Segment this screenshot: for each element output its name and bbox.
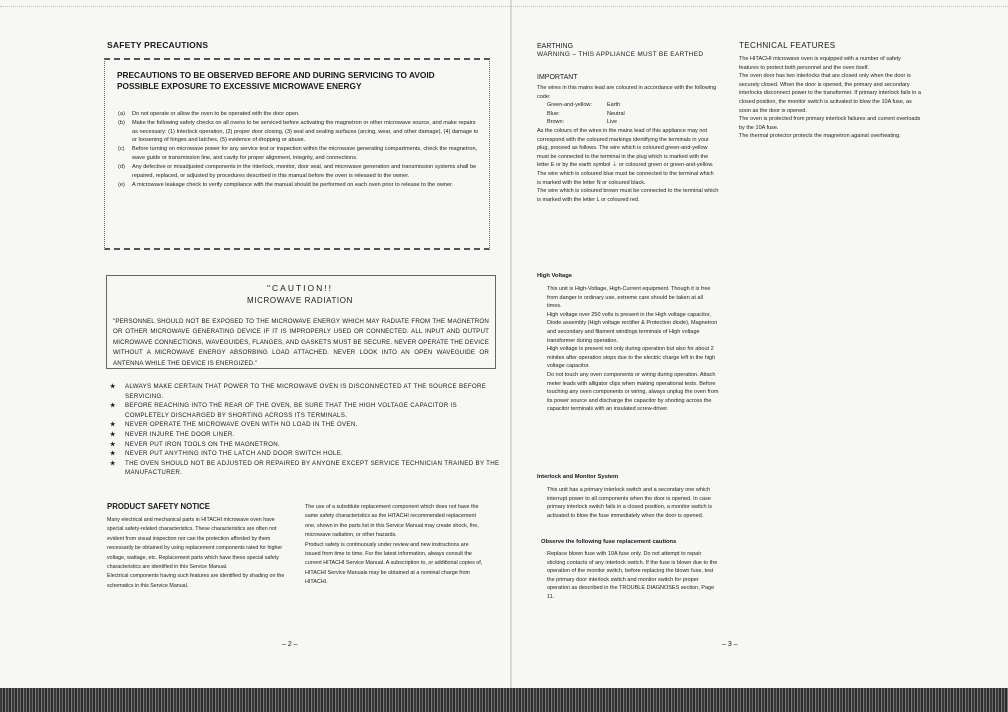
item-text: Any defective or misadjusted components in the interlock, monitor, door seal, and microwave generation and transmission systems shall be repaired, replaced, or adjusted by procedures described in this manual before the oven is released to the owner. bbox=[132, 164, 477, 179]
code-row bbox=[537, 118, 719, 127]
star-icon: ★ bbox=[110, 450, 116, 458]
code-name: Brown: bbox=[547, 119, 565, 126]
code-name: Green-and-yellow: bbox=[547, 102, 592, 109]
item-text: NEVER PUT ANYTHING INTO THE LATCH AND DOOR SWITCH HOLE. bbox=[125, 450, 344, 458]
caution-body: "PERSONNEL SHOULD NOT BE EXPOSED TO THE MICROWAVE ENERGY WHICH MAY RADIATE FROM THE MAGNETRON OR OTHER MICROWAVE GENERATING DEVICE IF IT IS IMPROPERLY USED OR CONNECTED. ALL INPUT AND OUTPUT MICROWAVE CONNECTIONS, WAVEGUIDES, FLANGES, AND GASKETS MUST BE SECURE. NEVER OPERATE THE DEVICE WITHOUT A MICROWAVE ENERGY ABSORBING LOAD ATTACHED. NEVER LOOK INTO AN OPEN WAVEGUIDE OR ANTENNA WHILE THE DEVICE IS ENERGIZED." bbox=[113, 318, 489, 367]
list-item bbox=[110, 401, 502, 420]
product-safety-column-1 bbox=[107, 516, 287, 591]
caution-subtitle: MICROWAVE RADIATION bbox=[247, 296, 353, 305]
page-number-left: – 2 – bbox=[282, 641, 298, 648]
precautions-list bbox=[118, 110, 480, 190]
code-value: Neutral bbox=[607, 110, 625, 117]
scan-top-edge bbox=[0, 6, 1008, 8]
star-icon: ★ bbox=[110, 430, 116, 438]
paragraph: High voltage is present not only during operation but also for about 2 minites after operation stops due to the electric charge left in the high voltage capacitor. bbox=[547, 346, 716, 370]
item-marker: (e) bbox=[118, 181, 125, 188]
paragraph: The wire which is coloured brown must be connected to the terminal which is marked with the letter L or coloured red. bbox=[537, 188, 719, 203]
technical-features-text bbox=[739, 55, 921, 141]
code-row bbox=[537, 110, 719, 119]
star-icon: ★ bbox=[110, 440, 116, 448]
code-name: Blue: bbox=[547, 110, 560, 117]
technical-features-heading: TECHNICAL FEATURES bbox=[739, 41, 836, 50]
safety-precautions-heading: SAFETY PRECAUTIONS bbox=[107, 40, 209, 50]
item-marker: (a) bbox=[118, 111, 125, 117]
warning-bullet-list bbox=[110, 382, 502, 478]
fuse-caution-heading: Observe the following fuse replacement cautions bbox=[541, 539, 677, 545]
paragraph: The oven is protected from primary interlock failures and current overloads by the 10A fuse. bbox=[739, 116, 921, 131]
star-icon: ★ bbox=[110, 421, 116, 429]
paragraph: Many electrical and mechanical parts in HITACHI microwave oven have special safety-related characteristics. These characteristics are often not evident from visual inspection nor can the protection afforded by them necessarily be obtained by using replacement components rated for higher voltage, wattage, etc. Replacement parts which have these special safety characteristics are identified in this Service Manual. bbox=[107, 517, 283, 571]
high-voltage-text bbox=[547, 285, 719, 414]
scan-bottom-edge bbox=[0, 688, 1008, 712]
list-item bbox=[118, 145, 480, 162]
high-voltage-heading: High Voltage bbox=[537, 273, 572, 279]
list-item bbox=[110, 449, 502, 459]
item-text: THE OVEN SHOULD NOT BE ADJUSTED OR REPAIRED BY ANYONE EXCEPT SERVICE TECHNICIAN TRAINED BY THE MANUFACTURER. bbox=[125, 459, 500, 477]
precautions-title: PRECAUTIONS TO BE OBSERVED BEFORE AND DURING SERVICING TO AVOID POSSIBLE EXPOSURE TO EXCESSIVE MICROWAVE ENERGY bbox=[117, 70, 435, 91]
code-value: Earth bbox=[607, 102, 621, 109]
list-item bbox=[110, 420, 502, 430]
page-number-right: – 3 – bbox=[722, 641, 738, 648]
paragraph: This unit is High-Voltage, High-Current equipment. Though it is free from danger in ordinary use, extreme care should be taken at all times. bbox=[547, 286, 711, 310]
product-safety-heading: PRODUCT SAFETY NOTICE bbox=[107, 502, 210, 511]
code-row bbox=[537, 101, 719, 110]
list-item bbox=[118, 119, 480, 145]
paragraph: The wire which is coloured blue must be connected to the terminal which is marked with the letter N or coloured black. bbox=[537, 170, 714, 186]
paragraph: The oven door has two interlocks that are closed only when the door is securely closed. When the door is opened, the primary and secondary interlocks disconnect power to the transformer. If primary interlock fails in a closed position, the monitor switch is activated to blow the 10A fuse, as soon as the door is opened. bbox=[739, 73, 921, 114]
paragraph: Product safety is continuously under review and new instructions are issued from time to time. For the latest information, always consult the current HITACHI Service Manual. A subscription to, or additional copies of, HITACHI Service Manuals may be obtained at a nominal charge from HITACHI. bbox=[305, 541, 483, 586]
wiring-instructions bbox=[537, 84, 719, 204]
paragraph: Electrical components having such features are identified by shading on the schematics in this Service Manual. bbox=[107, 573, 285, 589]
paragraph: The HITACHI microwave oven is equipped with a number of safety features to protect both personnel and the oven itself. bbox=[739, 56, 901, 71]
page-fold bbox=[510, 0, 512, 712]
list-item bbox=[110, 459, 502, 478]
paragraph: The use of a substitute replacement component which does not have the same safety characteristics as the HITACHI recommended replacement one, shown in the parts list in this Service Manual may create shock, fire, microwave radiation, or other hazards. bbox=[305, 504, 479, 539]
list-item bbox=[118, 110, 480, 119]
item-text: ALWAYS MAKE CERTAIN THAT POWER TO THE MICROWAVE OVEN IS DISCONNECTED AT THE SOURCE BEFORE SERVICING. bbox=[125, 383, 487, 400]
list-item bbox=[110, 382, 502, 401]
interlock-text: This unit has a primary interlock switch and a secondary one which interrupt power to all components when the door is opened. In case primary interlock switch fails in a closed position, a monitor switch is activated to blow the fuse immediately when the door is opened. bbox=[547, 487, 713, 519]
list-item bbox=[110, 440, 502, 450]
item-marker: (d) bbox=[118, 164, 125, 171]
item-marker: (b) bbox=[118, 120, 125, 127]
earthing-warning: WARNING – THIS APPLIANCE MUST BE EARTHED bbox=[537, 51, 704, 58]
earthing-heading: EARTHING bbox=[537, 43, 574, 50]
fuse-caution-text: Replace blown fuse with 10A fuse only. Do not attempt to repair sticking contacts of any interlock switch. If the fuse is blown due to the operation of the monitor switch, before replacing the blown fuse, test the primary door interlock switch and monitor switch for proper operation as described in the TROUBLE DIAGNOSES section, Page 11. bbox=[547, 551, 718, 600]
list-item bbox=[118, 181, 480, 190]
star-icon: ★ bbox=[110, 402, 116, 410]
item-text: Before turning on microwave power for any service test or inspection within the microwave generating compartments, check the magnetron, wave guide or transmission line, and cavity for proper alignment, integrity, and connections. bbox=[132, 146, 478, 161]
paragraph: High voltage over 250 volts is present in the High voltage capacitor, Diode assembly (High voltage rectifier & Protection diode), Magnetron and secondary and filament windings terminals of High voltage transformer during operation. bbox=[547, 311, 718, 344]
paragraph: The wires in this mains lead are coloured in accordance with the following code: bbox=[537, 85, 717, 100]
item-text: NEVER INJURE THE DOOR LINER. bbox=[125, 430, 235, 438]
list-item bbox=[110, 430, 502, 440]
item-marker: (c) bbox=[118, 146, 125, 153]
paragraph: As the colours of the wires in the mains lead of this appliance may not correspond with the coloured markings identifying the terminals in your plug, proceed as follows. The wire which is coloured green-and-yellow must be connected to the terminal in the plug which is marked with the letter E or by the earth symbol ⏚ or coloured green or green-and-yellow. bbox=[537, 127, 714, 169]
paragraph: Do not touch any oven components or wiring during operation. Attach meter leads with alligator clips when making operational tests. Before touching any oven components or wiring, always unplug the oven from its power source and discharge the capacitor by shorting across the capacitor terminals with an insulated screw-driver. bbox=[547, 371, 719, 413]
important-heading: IMPORTANT bbox=[537, 74, 578, 81]
star-icon: ★ bbox=[110, 383, 116, 390]
caution-title: "CAUTION!! bbox=[267, 283, 333, 293]
star-icon: ★ bbox=[110, 459, 116, 467]
product-safety-column-2 bbox=[305, 503, 485, 588]
list-item bbox=[118, 163, 480, 180]
interlock-heading: Interlock and Monitor System bbox=[537, 474, 619, 480]
item-text: Make the following safety checks on all ovens to be serviced before activating the magnetron or other microwave source, and make repairs as necessary: (1) Interlock operation, (2) proper door closing, (3) seal and sealing surfaces (arcing, wear, and other damage), (4) damage to or loosening of hinges and latches, (5) evidence of dropping or abuse. bbox=[132, 120, 479, 144]
item-text: BEFORE REACHING INTO THE REAR OF THE OVEN, BE SURE THAT THE HIGH VOLTAGE CAPACITOR IS COMPLETELY DISCHARGED BY SHORTING ACROSS ITS TERMINALS. bbox=[125, 402, 457, 419]
item-text: Do not operate or allow the oven to be operated with the door open. bbox=[132, 111, 300, 117]
item-text: A microwave leakage check to verify compliance with the manual should be performed on each oven prior to release to the owner. bbox=[132, 181, 454, 188]
item-text: NEVER PUT IRON TOOLS ON THE MAGNETRON. bbox=[125, 440, 280, 448]
item-text: NEVER OPERATE THE MICROWAVE OVEN WITH NO LOAD IN THE OVEN. bbox=[125, 421, 358, 429]
paragraph: The thermal protector protects the magnetron against overheating. bbox=[739, 133, 901, 140]
code-value: Live bbox=[607, 119, 618, 126]
